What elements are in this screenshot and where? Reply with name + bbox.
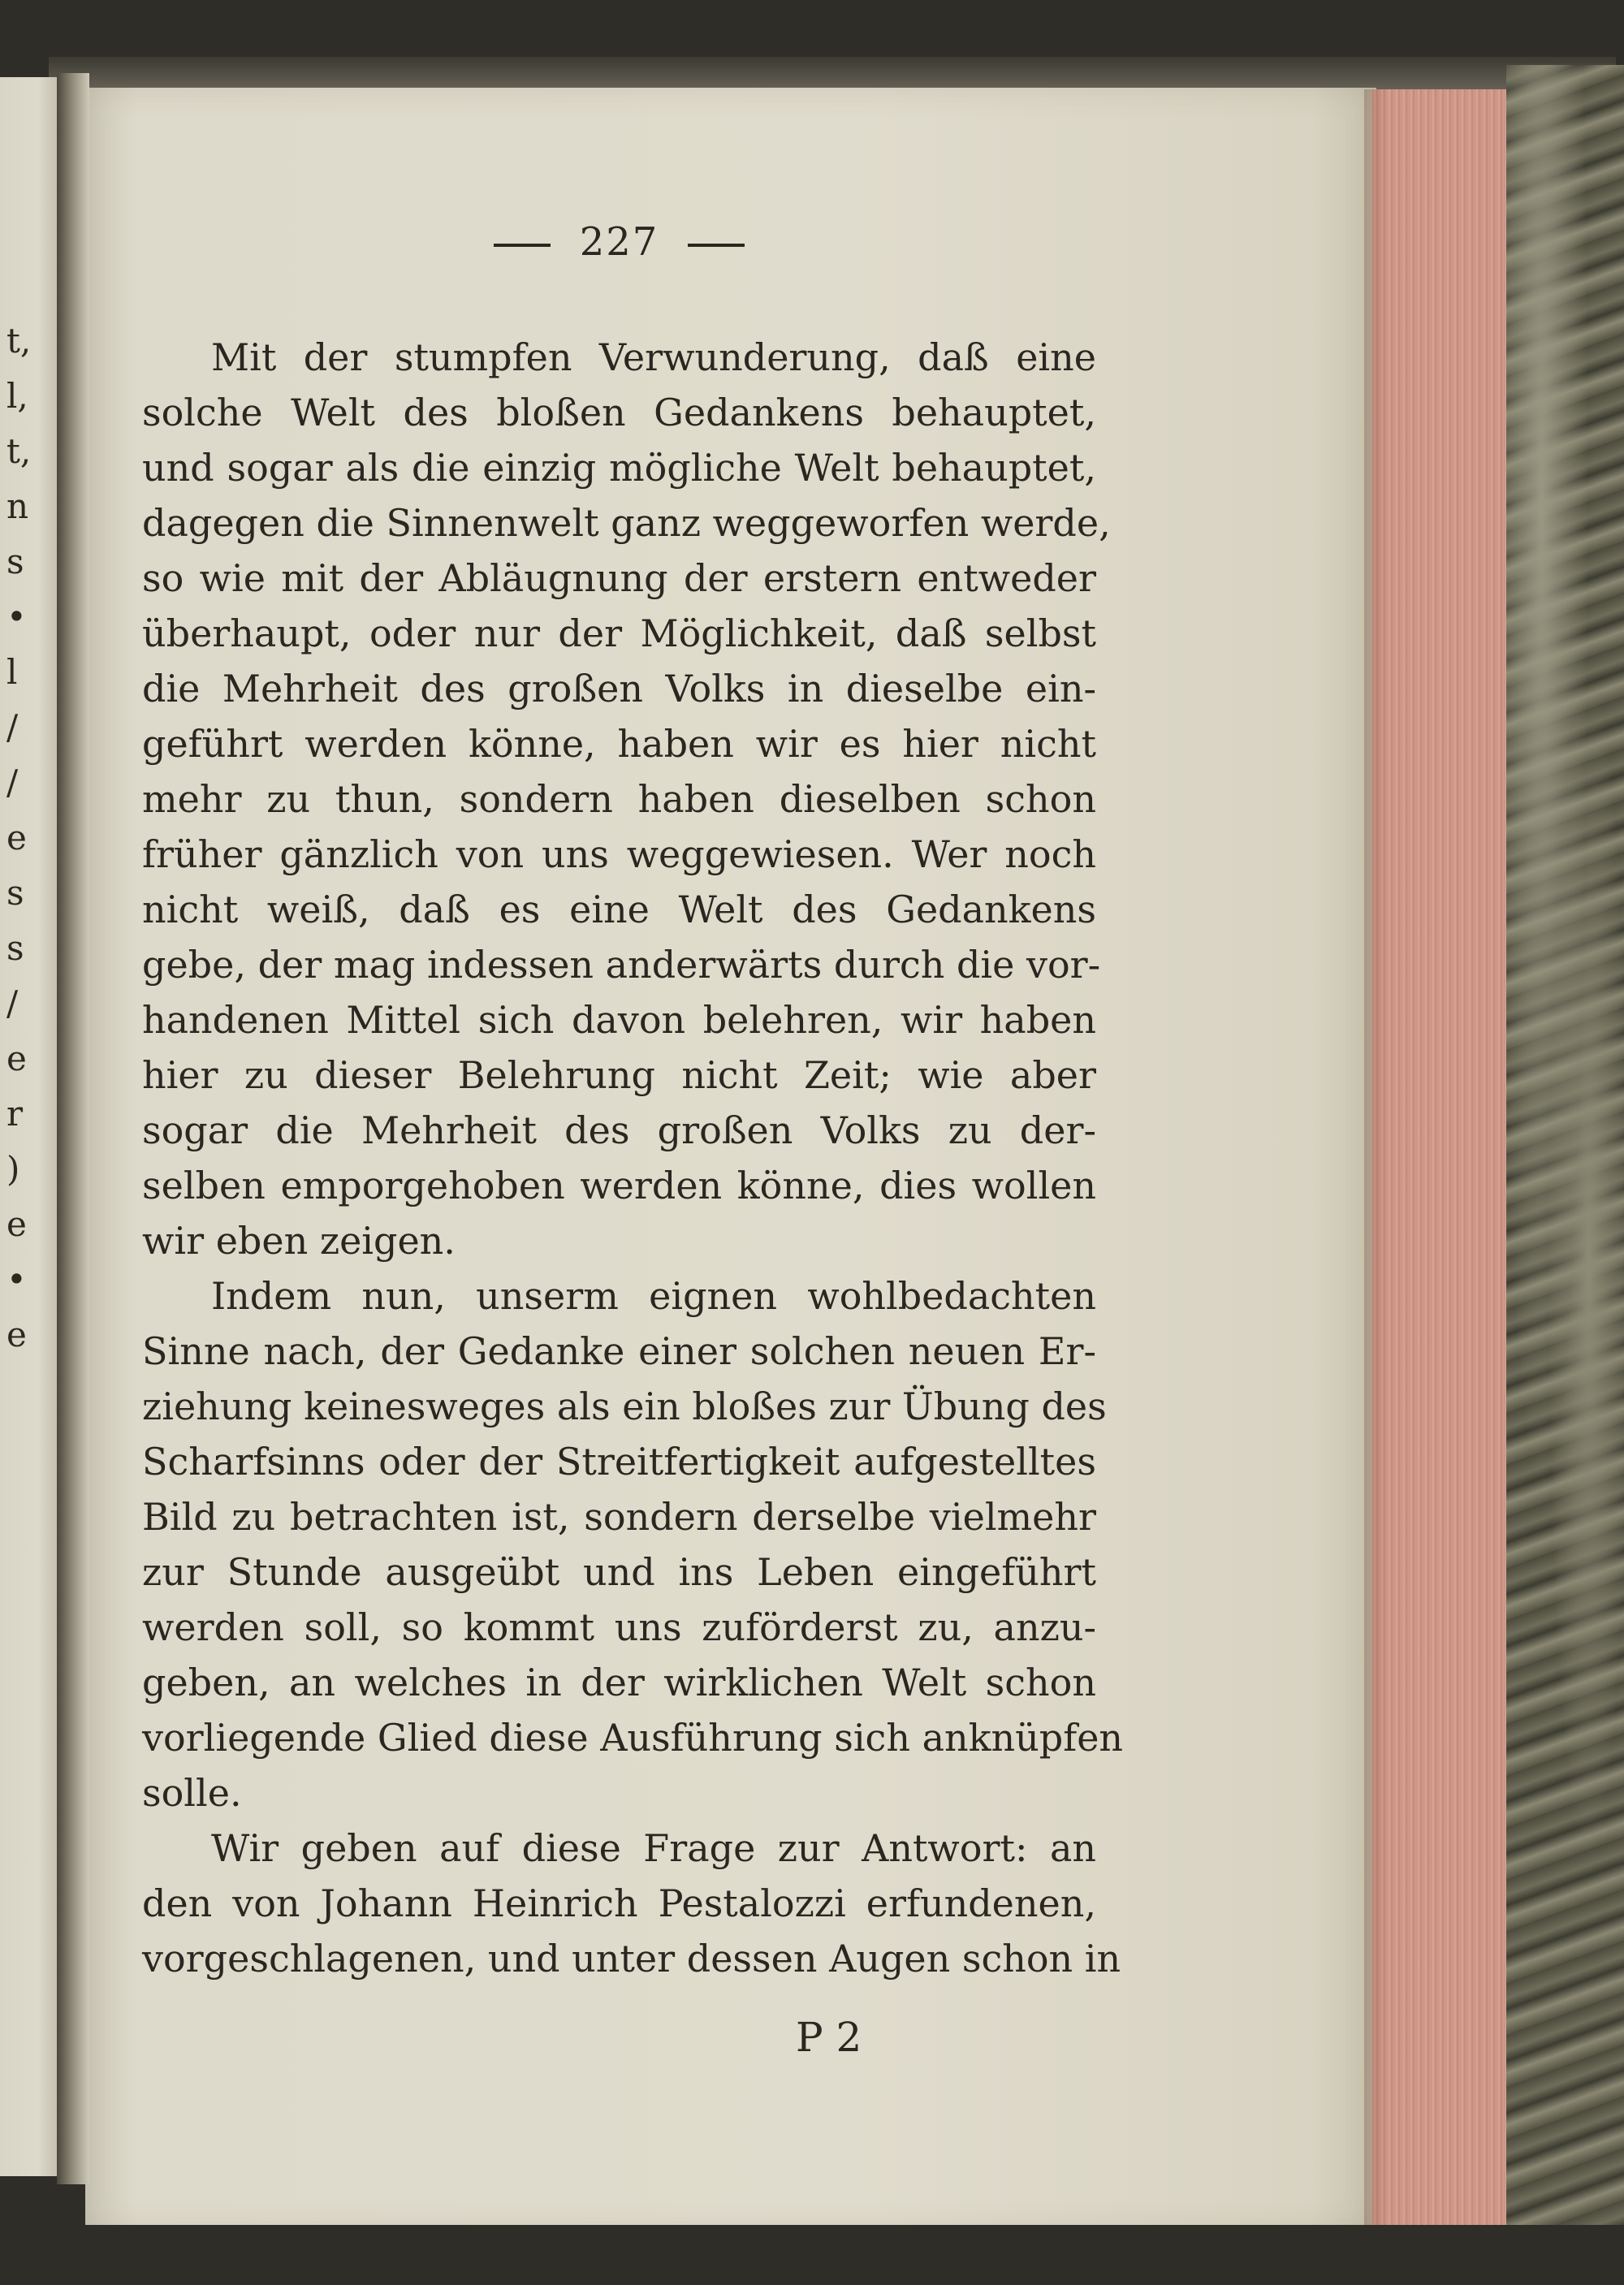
text-line: handenen Mittel sich davon belehren, wir haben <box>142 998 1096 1042</box>
previous-page-fragment: / <box>6 983 19 1023</box>
previous-page-fragment: t, <box>6 431 32 471</box>
header-dash-right <box>688 244 745 247</box>
previous-page-edge <box>0 77 63 2176</box>
previous-page-fragment: l, <box>6 376 28 416</box>
book-gutter <box>57 73 89 2184</box>
text-line: so wie mit der Abläugnung der erstern entweder <box>142 556 1096 600</box>
page-header <box>142 219 1096 265</box>
marbled-cover <box>1506 65 1624 2249</box>
previous-page-fragment: r <box>6 1094 24 1134</box>
previous-page-fragment: n <box>6 486 29 526</box>
previous-page-fragment: • <box>6 1259 27 1299</box>
text-line: vorgeschlagenen, und unter dessen Augen schon in <box>142 1937 1121 1980</box>
previous-page-fragment: ) <box>6 1149 20 1189</box>
text-line: Mit der stumpfen Verwunderung, daß eine <box>211 335 1096 379</box>
text-line: nicht weiß, daß es eine Welt des Gedankens <box>142 888 1096 931</box>
text-line: wir eben zeigen. <box>142 1219 456 1263</box>
text-line: mehr zu thun, sondern haben dieselben schon <box>142 777 1096 821</box>
previous-page-fragment: l <box>6 652 18 692</box>
page-fore-edge <box>1372 89 1514 2233</box>
fore-edge-shadow <box>1364 89 1389 2233</box>
text-line: geben, an welches in der wirklichen Welt schon <box>142 1661 1096 1704</box>
previous-page-fragment: e <box>6 818 27 857</box>
text-line: den von Johann Heinrich Pestalozzi erfundenen, <box>142 1881 1096 1925</box>
text-line: Indem nun, unserm eignen wohlbedachten <box>211 1274 1096 1318</box>
text-line: werden soll, so kommt uns zuförderst zu, anzu- <box>142 1605 1096 1649</box>
background <box>0 2225 1624 2285</box>
text-line: Bild zu betrachten ist, sondern derselbe vielmehr <box>142 1495 1096 1539</box>
text-line: Wir geben auf diese Frage zur Antwort: an <box>211 1826 1096 1870</box>
text-line: gebe, der mag indessen anderwärts durch die vor- <box>142 943 1101 987</box>
text-line: Sinne nach, der Gedanke einer solchen neuen Er- <box>142 1329 1096 1373</box>
previous-page-fragment: s <box>6 928 24 968</box>
text-line: ziehung keinesweges als ein bloßes zur Übung des <box>142 1384 1107 1428</box>
text-line: früher gänzlich von uns weggewiesen. Wer noch <box>142 832 1096 876</box>
header-dash-left <box>494 244 551 247</box>
previous-page-fragment: s <box>6 873 24 913</box>
text-line: sogar die Mehrheit des großen Volks zu der- <box>142 1108 1096 1152</box>
text-line: Scharfsinns oder der Streitfertigkeit aufgestelltes <box>142 1440 1096 1484</box>
page-number: 227 <box>579 219 659 265</box>
previous-page-fragment: • <box>6 597 27 637</box>
text-line: solche Welt des bloßen Gedankens behauptet, <box>142 391 1096 434</box>
text-line: hier zu dieser Belehrung nicht Zeit; wie aber <box>142 1053 1096 1097</box>
previous-page-fragment: t, <box>6 321 32 361</box>
text-line: geführt werden könne, haben wir es hier nicht <box>142 722 1096 766</box>
text-line: die Mehrheit des großen Volks in dieselbe ein- <box>142 667 1096 711</box>
text-line: und sogar als die einzig mögliche Welt behauptet, <box>142 446 1096 490</box>
text-line: solle. <box>142 1771 242 1815</box>
text-line: selben emporgehoben werden könne, dies wollen <box>142 1164 1096 1207</box>
previous-page-fragment: / <box>6 707 19 747</box>
previous-page-fragment: / <box>6 762 19 802</box>
text-line: vorliegende Glied diese Ausführung sich anknüpfen <box>142 1716 1124 1760</box>
previous-page-fragment: s <box>6 542 24 581</box>
previous-page-fragment: e <box>6 1039 27 1078</box>
signature-mark: P 2 <box>796 2014 862 2061</box>
previous-page-fragment: e <box>6 1315 27 1354</box>
text-line: dagegen die Sinnenwelt ganz weggeworfen werde, <box>142 501 1111 545</box>
previous-page-fragment: e <box>6 1204 27 1244</box>
text-line: zur Stunde ausgeübt und ins Leben eingeführt <box>142 1550 1096 1594</box>
text-line: überhaupt, oder nur der Möglichkeit, daß selbst <box>142 611 1096 655</box>
